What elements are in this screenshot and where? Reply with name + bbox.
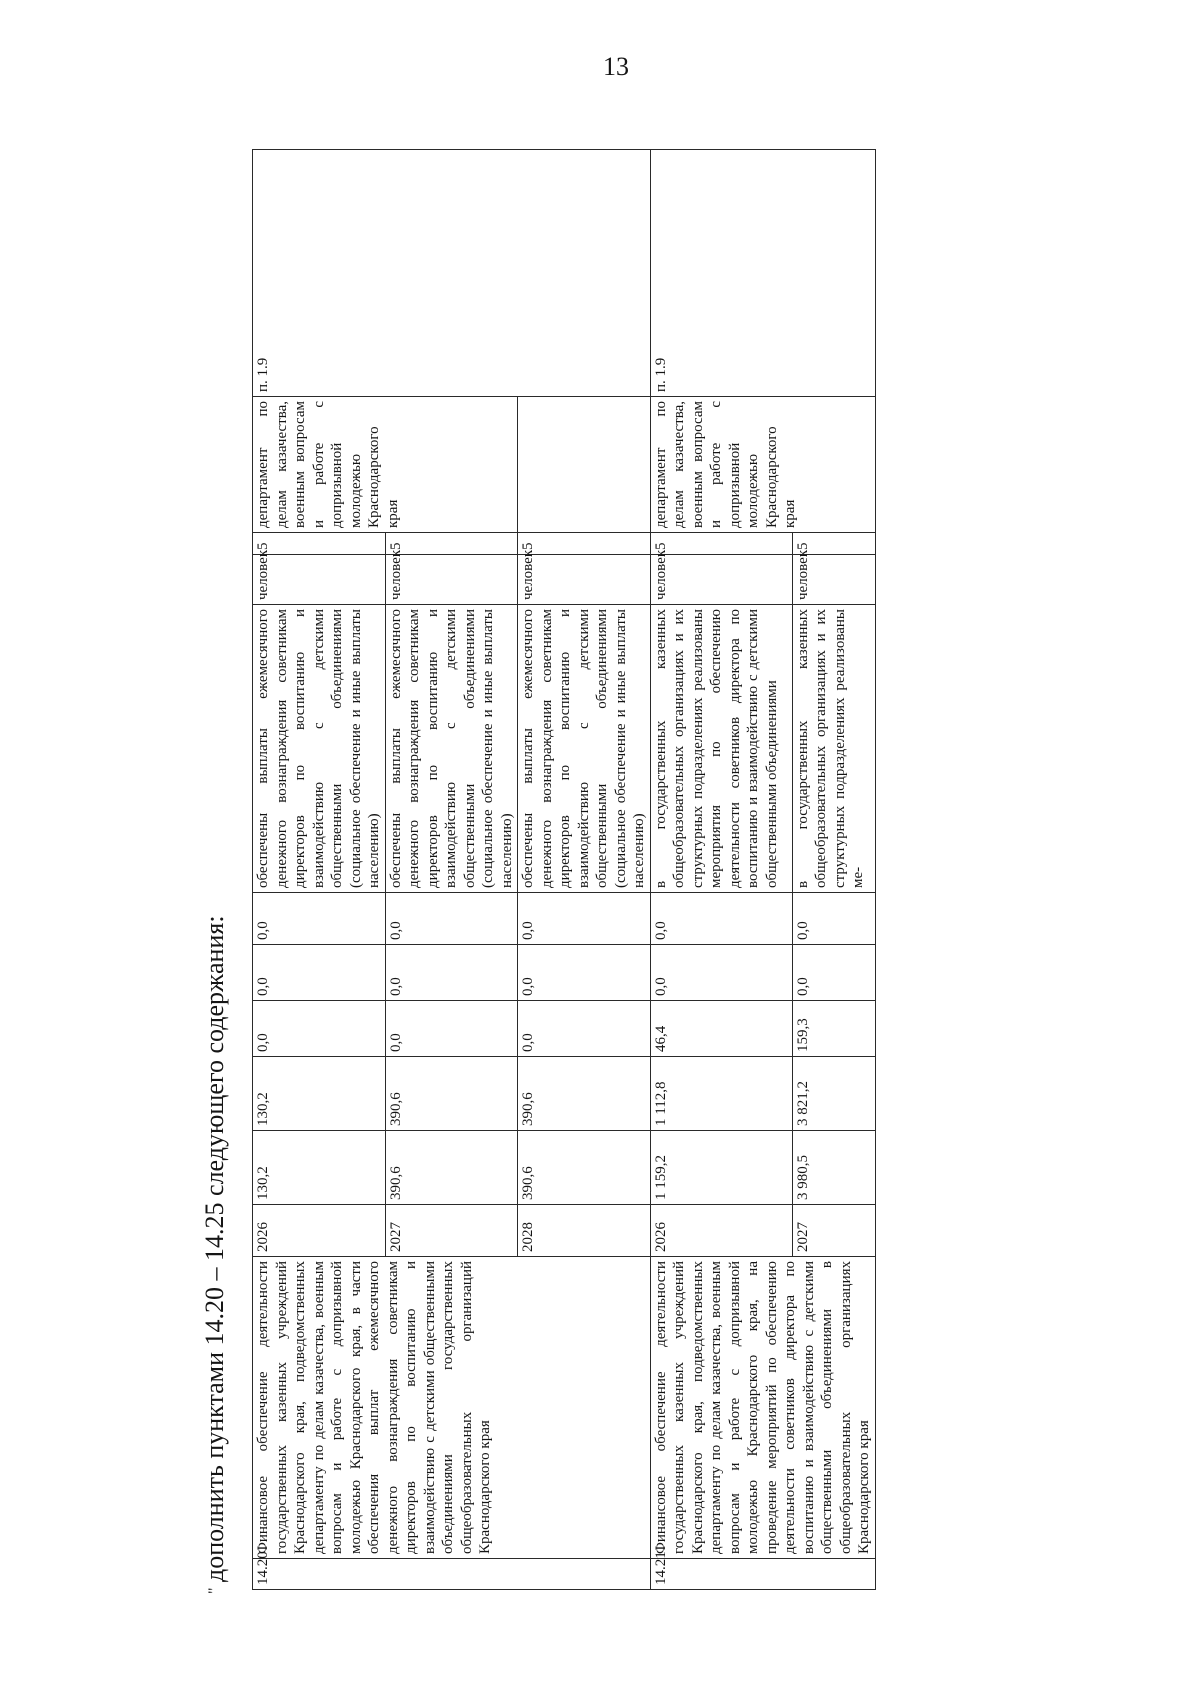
reference-cell: п. 1.9	[650, 150, 875, 397]
intro-text: дополнить пунктами 14.20 – 14.25 следующего содержания:	[200, 915, 229, 1582]
federal-budget-cell: 46,4	[650, 1001, 792, 1057]
year-cell: 2027	[792, 1205, 875, 1257]
year-cell: 2026	[650, 1205, 792, 1257]
unit-cell: человек	[650, 555, 792, 605]
total-cell: 130,2	[253, 1131, 386, 1205]
other-sources-cell: 0,0	[253, 893, 386, 945]
reference-cell: п. 1.9	[253, 150, 651, 397]
local-budget-cell: 0,0	[253, 945, 386, 1001]
result-cell: обеспечены выплаты ежемесячного денежного вознаграждения советникам директоров по воспитанию и взаимодействию с детскими общественными объединениями (социальное обеспечение и иные выплаты населению)	[518, 605, 651, 893]
table-row	[650, 150, 792, 1590]
regional-budget-cell: 1 112,8	[650, 1057, 792, 1131]
local-budget-cell: 0,0	[650, 945, 792, 1001]
program-table	[252, 149, 876, 1590]
total-cell: 3 980,5	[792, 1131, 875, 1205]
opening-quote: "	[206, 1587, 223, 1594]
responsible-cell-empty	[518, 397, 651, 533]
federal-budget-cell: 0,0	[385, 1001, 518, 1057]
federal-budget-cell: 0,0	[518, 1001, 651, 1057]
value-cell: 5	[792, 533, 875, 555]
table-row	[253, 150, 386, 1590]
unit-cell: человек	[518, 555, 651, 605]
regional-budget-cell: 390,6	[385, 1057, 518, 1131]
result-cell: обеспечены выплаты ежемесячного денежного вознаграждения советникам директоров по воспитанию и взаимодействию с детскими общественными объединениями (социальное обеспечение и иные выплаты населению)	[253, 605, 386, 893]
value-cell: 5	[650, 533, 792, 555]
responsible-cell: департамент по делам казачества, военным вопросам и работе с допризывной молодежью Краснодарского края	[253, 397, 518, 533]
page-number: 13	[603, 52, 629, 81]
unit-cell: человек	[792, 555, 875, 605]
unit-cell: человек	[385, 555, 518, 605]
row-number: 14.20	[253, 1559, 651, 1590]
value-cell: 5	[253, 533, 386, 555]
local-budget-cell: 0,0	[792, 945, 875, 1001]
value-cell: 5	[518, 533, 651, 555]
regional-budget-cell: 3 821,2	[792, 1057, 875, 1131]
row-number: 14.21	[650, 1559, 875, 1590]
rotated-content	[200, 50, 1200, 1594]
other-sources-cell: 0,0	[385, 893, 518, 945]
unit-cell: человек	[253, 555, 386, 605]
other-sources-cell: 0,0	[792, 893, 875, 945]
year-cell: 2027	[385, 1205, 518, 1257]
other-sources-cell: 0,0	[650, 893, 792, 945]
local-budget-cell: 0,0	[518, 945, 651, 1001]
regional-budget-cell: 130,2	[253, 1057, 386, 1131]
total-cell: 1 159,2	[650, 1131, 792, 1205]
result-cell: в государственных казенных общеобразовательных организациях и их структурных подразделениях реализованы мероприятия по обеспечению деятельности советников директора по воспитанию и взаимодействию с детскими общественными объединениями	[650, 605, 792, 893]
other-sources-cell: 0,0	[518, 893, 651, 945]
total-cell: 390,6	[518, 1131, 651, 1205]
result-cell: в государственных казенных общеобразовательных организациях и их структурных подразделениях реализованы ме-	[792, 605, 875, 893]
total-cell: 390,6	[385, 1131, 518, 1205]
result-cell: обеспечены выплаты ежемесячного денежного вознаграждения советникам директоров по воспитанию и взаимодействию с детскими общественными объединениями (социальное обеспечение и иные выплаты населению)	[385, 605, 518, 893]
year-cell: 2026	[253, 1205, 386, 1257]
value-cell: 5	[385, 533, 518, 555]
federal-budget-cell: 159,3	[792, 1001, 875, 1057]
year-cell: 2028	[518, 1205, 651, 1257]
measure-description: Финансовое обеспечение деятельности государственных казенных учреждений Краснодарского края, подведомственных департаменту по делам казачества, военным вопросам и работе с допризывной молодежью Краснодарского края, на проведение мероприятий по обеспечению деятельности советников директора по воспитанию и взаимодействию с детскими общественными объединениями в общеобразовательных организациях Краснодарского края	[650, 1257, 875, 1559]
regional-budget-cell: 390,6	[518, 1057, 651, 1131]
measure-description: Финансовое обеспечение деятельности государственных казенных учреждений Краснодарского края, подведомственных департаменту по делам казачества, военным вопросам и работе с допризывной молодежью Краснодарского края, в части обеспечения выплат ежемесячного денежного вознаграждения советникам директоров по воспитанию и взаимодействию с детскими общественными объединениями государственных общеобразовательных организаций Краснодарского края	[253, 1257, 651, 1559]
local-budget-cell: 0,0	[385, 945, 518, 1001]
responsible-cell: департамент по делам казачества, военным вопросам и работе с допризывной молодежью Краснодарского края	[650, 397, 875, 533]
federal-budget-cell: 0,0	[253, 1001, 386, 1057]
